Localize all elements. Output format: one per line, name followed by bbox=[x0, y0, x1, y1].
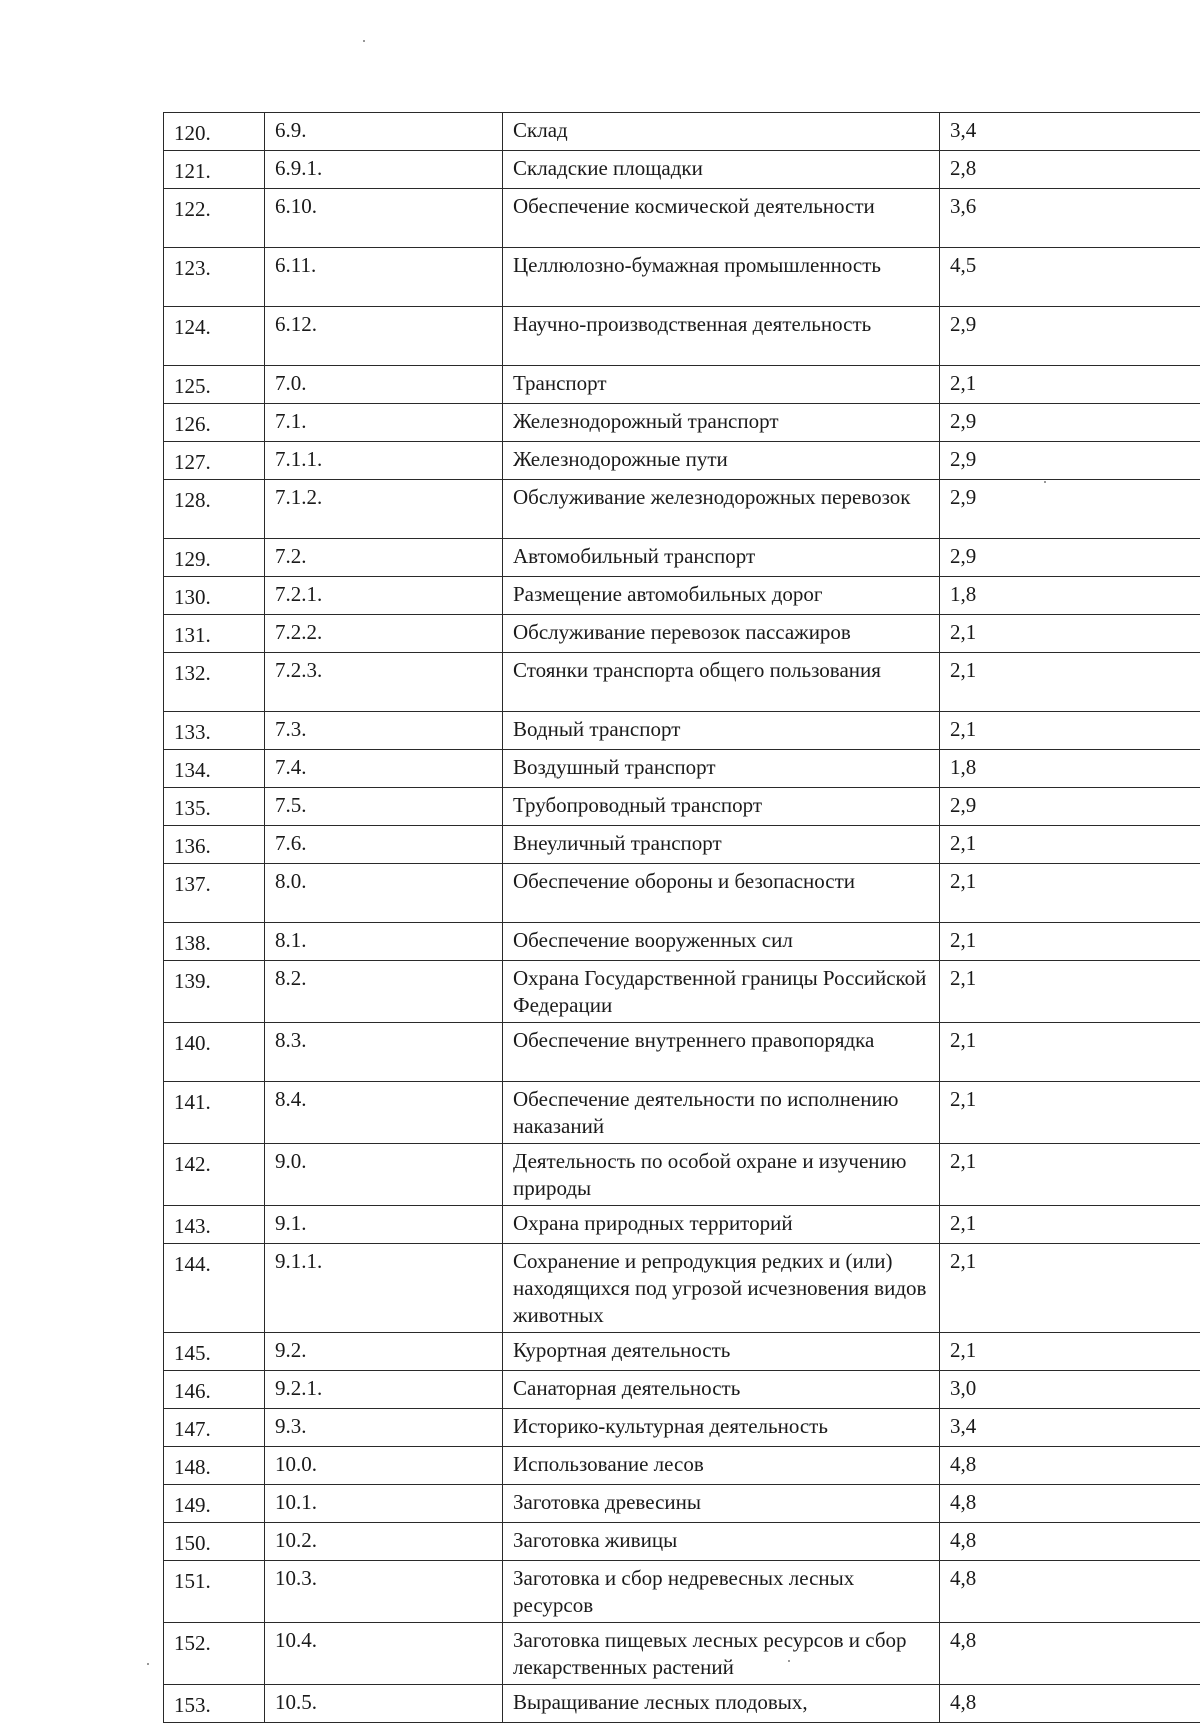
coefficient-value-cell: 3,0 bbox=[940, 1371, 1200, 1409]
land-use-code-cell: 10.1. bbox=[265, 1485, 503, 1523]
land-use-code-cell: 8.4. bbox=[265, 1082, 503, 1144]
row-number-cell: 126. bbox=[164, 404, 265, 442]
row-number-cell: 146. bbox=[164, 1371, 265, 1409]
land-use-code-cell: 7.4. bbox=[265, 750, 503, 788]
land-use-code-cell: 10.5. bbox=[265, 1685, 503, 1723]
land-use-code-cell: 7.1.1. bbox=[265, 442, 503, 480]
land-use-name-cell: Деятельность по особой охране и изучению природы bbox=[503, 1144, 940, 1206]
land-use-code-cell: 6.12. bbox=[265, 307, 503, 366]
land-use-name-cell: Водный транспорт bbox=[503, 712, 940, 750]
scan-speck bbox=[147, 1663, 149, 1665]
land-use-code-cell: 9.1. bbox=[265, 1206, 503, 1244]
table-row bbox=[164, 864, 1200, 923]
land-use-name-cell: Обеспечение вооруженных сил bbox=[503, 923, 940, 961]
land-use-name-cell: Обеспечение деятельности по исполнению наказаний bbox=[503, 1082, 940, 1144]
coefficient-value-cell: 2,1 bbox=[940, 653, 1200, 712]
coefficient-value-cell: 2,9 bbox=[940, 788, 1200, 826]
table-row bbox=[164, 404, 1200, 442]
row-number-cell: 124. bbox=[164, 307, 265, 366]
row-number-cell: 148. bbox=[164, 1447, 265, 1485]
coefficient-value-cell: 2,1 bbox=[940, 961, 1200, 1023]
land-use-code-cell: 8.3. bbox=[265, 1023, 503, 1082]
row-number-cell: 131. bbox=[164, 615, 265, 653]
table-body bbox=[164, 113, 1200, 1723]
row-number-cell: 152. bbox=[164, 1623, 265, 1685]
coefficient-value-cell: 2,1 bbox=[940, 864, 1200, 923]
land-use-name-cell: Обеспечение обороны и безопасности bbox=[503, 864, 940, 923]
table-row bbox=[164, 1447, 1200, 1485]
coefficient-value-cell: 2,1 bbox=[940, 712, 1200, 750]
land-use-code-cell: 7.2.2. bbox=[265, 615, 503, 653]
row-number-cell: 149. bbox=[164, 1485, 265, 1523]
land-use-code-cell: 10.2. bbox=[265, 1523, 503, 1561]
row-number-cell: 150. bbox=[164, 1523, 265, 1561]
coefficient-value-cell: 3,4 bbox=[940, 113, 1200, 151]
table-row bbox=[164, 539, 1200, 577]
coefficient-value-cell: 2,1 bbox=[940, 615, 1200, 653]
coefficient-value-cell: 4,8 bbox=[940, 1623, 1200, 1685]
land-use-name-cell: Курортная деятельность bbox=[503, 1333, 940, 1371]
coefficient-value-cell: 2,1 bbox=[940, 1144, 1200, 1206]
row-number-cell: 130. bbox=[164, 577, 265, 615]
table-row bbox=[164, 366, 1200, 404]
table-row bbox=[164, 1485, 1200, 1523]
land-use-code-cell: 10.0. bbox=[265, 1447, 503, 1485]
land-use-name-cell: Стоянки транспорта общего пользования bbox=[503, 653, 940, 712]
land-use-name-cell: Заготовка древесины bbox=[503, 1485, 940, 1523]
land-use-code-cell: 7.2.1. bbox=[265, 577, 503, 615]
coefficient-value-cell: 2,8 bbox=[940, 151, 1200, 189]
table-row bbox=[164, 1144, 1200, 1206]
coefficient-value-cell: 2,1 bbox=[940, 923, 1200, 961]
coefficient-value-cell: 4,8 bbox=[940, 1523, 1200, 1561]
table-row bbox=[164, 1244, 1200, 1333]
table-row bbox=[164, 788, 1200, 826]
row-number-cell: 132. bbox=[164, 653, 265, 712]
table-row bbox=[164, 615, 1200, 653]
land-use-code-cell: 6.11. bbox=[265, 248, 503, 307]
land-use-name-cell: Складские площадки bbox=[503, 151, 940, 189]
coefficient-value-cell: 4,8 bbox=[940, 1685, 1200, 1723]
row-number-cell: 127. bbox=[164, 442, 265, 480]
land-use-name-cell: Историко-культурная деятельность bbox=[503, 1409, 940, 1447]
land-use-code-cell: 8.2. bbox=[265, 961, 503, 1023]
table-row bbox=[164, 1409, 1200, 1447]
land-use-code-cell: 7.2.3. bbox=[265, 653, 503, 712]
table-row bbox=[164, 712, 1200, 750]
land-use-name-cell: Обеспечение внутреннего правопорядка bbox=[503, 1023, 940, 1082]
coefficient-value-cell: 2,9 bbox=[940, 307, 1200, 366]
land-use-name-cell: Склад bbox=[503, 113, 940, 151]
table-row bbox=[164, 1206, 1200, 1244]
coefficient-value-cell: 2,9 bbox=[940, 404, 1200, 442]
row-number-cell: 125. bbox=[164, 366, 265, 404]
row-number-cell: 138. bbox=[164, 923, 265, 961]
land-use-code-cell: 7.5. bbox=[265, 788, 503, 826]
table-row bbox=[164, 480, 1200, 539]
table-row bbox=[164, 151, 1200, 189]
table-row bbox=[164, 442, 1200, 480]
row-number-cell: 122. bbox=[164, 189, 265, 248]
table-row bbox=[164, 750, 1200, 788]
land-use-name-cell: Трубопроводный транспорт bbox=[503, 788, 940, 826]
land-use-name-cell: Автомобильный транспорт bbox=[503, 539, 940, 577]
land-use-name-cell: Заготовка пищевых лесных ресурсов и сбор лекарственных растений bbox=[503, 1623, 940, 1685]
land-use-name-cell: Железнодорожные пути bbox=[503, 442, 940, 480]
row-number-cell: 139. bbox=[164, 961, 265, 1023]
scan-speck bbox=[788, 1660, 790, 1662]
row-number-cell: 135. bbox=[164, 788, 265, 826]
land-use-name-cell: Заготовка живицы bbox=[503, 1523, 940, 1561]
table-row bbox=[164, 248, 1200, 307]
scan-speck bbox=[1044, 481, 1046, 483]
land-use-code-cell: 7.1.2. bbox=[265, 480, 503, 539]
land-use-name-cell: Обслуживание железнодорожных перевозок bbox=[503, 480, 940, 539]
land-use-code-cell: 7.1. bbox=[265, 404, 503, 442]
row-number-cell: 123. bbox=[164, 248, 265, 307]
coefficient-value-cell: 1,8 bbox=[940, 577, 1200, 615]
coefficient-value-cell: 4,8 bbox=[940, 1485, 1200, 1523]
land-use-name-cell: Научно-производственная деятельность bbox=[503, 307, 940, 366]
land-use-name-cell: Заготовка и сбор недревесных лесных ресурсов bbox=[503, 1561, 940, 1623]
coefficient-value-cell: 2,1 bbox=[940, 1244, 1200, 1333]
coefficient-value-cell: 2,1 bbox=[940, 1206, 1200, 1244]
land-use-code-cell: 8.1. bbox=[265, 923, 503, 961]
land-use-name-cell: Обслуживание перевозок пассажиров bbox=[503, 615, 940, 653]
coefficient-value-cell: 2,1 bbox=[940, 1023, 1200, 1082]
row-number-cell: 153. bbox=[164, 1685, 265, 1723]
table-row bbox=[164, 1082, 1200, 1144]
land-use-code-cell: 9.1.1. bbox=[265, 1244, 503, 1333]
coefficient-value-cell: 2,1 bbox=[940, 826, 1200, 864]
row-number-cell: 143. bbox=[164, 1206, 265, 1244]
land-use-name-cell: Транспорт bbox=[503, 366, 940, 404]
row-number-cell: 140. bbox=[164, 1023, 265, 1082]
land-use-name-cell: Железнодорожный транспорт bbox=[503, 404, 940, 442]
row-number-cell: 141. bbox=[164, 1082, 265, 1144]
land-use-name-cell: Внеуличный транспорт bbox=[503, 826, 940, 864]
land-use-name-cell: Охрана природных территорий bbox=[503, 1206, 940, 1244]
land-use-code-cell: 9.0. bbox=[265, 1144, 503, 1206]
table-row bbox=[164, 307, 1200, 366]
land-use-name-cell: Выращивание лесных плодовых, bbox=[503, 1685, 940, 1723]
table-row bbox=[164, 113, 1200, 151]
land-use-code-cell: 7.6. bbox=[265, 826, 503, 864]
land-use-code-cell: 6.9.1. bbox=[265, 151, 503, 189]
table-row bbox=[164, 577, 1200, 615]
land-use-code-cell: 6.10. bbox=[265, 189, 503, 248]
land-use-coefficient-table bbox=[163, 112, 1200, 1723]
land-use-code-cell: 6.9. bbox=[265, 113, 503, 151]
table-row bbox=[164, 1623, 1200, 1685]
row-number-cell: 136. bbox=[164, 826, 265, 864]
land-use-name-cell: Охрана Государственной границы Российской Федерации bbox=[503, 961, 940, 1023]
table-row bbox=[164, 961, 1200, 1023]
land-use-code-cell: 10.4. bbox=[265, 1623, 503, 1685]
coefficient-value-cell: 2,1 bbox=[940, 366, 1200, 404]
row-number-cell: 151. bbox=[164, 1561, 265, 1623]
table-row bbox=[164, 1371, 1200, 1409]
land-use-name-cell: Обеспечение космической деятельности bbox=[503, 189, 940, 248]
coefficient-value-cell: 2,1 bbox=[940, 1082, 1200, 1144]
land-use-code-cell: 7.3. bbox=[265, 712, 503, 750]
coefficient-value-cell: 2,9 bbox=[940, 442, 1200, 480]
row-number-cell: 145. bbox=[164, 1333, 265, 1371]
table-row bbox=[164, 1561, 1200, 1623]
coefficient-value-cell: 4,5 bbox=[940, 248, 1200, 307]
row-number-cell: 121. bbox=[164, 151, 265, 189]
coefficient-value-cell: 3,4 bbox=[940, 1409, 1200, 1447]
land-use-code-cell: 9.3. bbox=[265, 1409, 503, 1447]
land-use-name-cell: Размещение автомобильных дорог bbox=[503, 577, 940, 615]
coefficient-value-cell: 3,6 bbox=[940, 189, 1200, 248]
land-use-name-cell: Целлюлозно-бумажная промышленность bbox=[503, 248, 940, 307]
table-row bbox=[164, 1523, 1200, 1561]
row-number-cell: 134. bbox=[164, 750, 265, 788]
coefficient-value-cell: 2,9 bbox=[940, 480, 1200, 539]
coefficient-value-cell: 2,1 bbox=[940, 1333, 1200, 1371]
land-use-code-cell: 7.2. bbox=[265, 539, 503, 577]
land-use-name-cell: Сохранение и репродукция редких и (или) находящихся под угрозой исчезновения видов животных bbox=[503, 1244, 940, 1333]
table-row bbox=[164, 653, 1200, 712]
row-number-cell: 137. bbox=[164, 864, 265, 923]
land-use-name-cell: Использование лесов bbox=[503, 1447, 940, 1485]
coefficient-value-cell: 4,8 bbox=[940, 1561, 1200, 1623]
land-use-code-cell: 9.2. bbox=[265, 1333, 503, 1371]
land-use-name-cell: Санаторная деятельность bbox=[503, 1371, 940, 1409]
land-use-code-cell: 8.0. bbox=[265, 864, 503, 923]
row-number-cell: 133. bbox=[164, 712, 265, 750]
row-number-cell: 128. bbox=[164, 480, 265, 539]
coefficient-value-cell: 4,8 bbox=[940, 1447, 1200, 1485]
row-number-cell: 147. bbox=[164, 1409, 265, 1447]
land-use-code-cell: 9.2.1. bbox=[265, 1371, 503, 1409]
row-number-cell: 120. bbox=[164, 113, 265, 151]
coefficient-value-cell: 1,8 bbox=[940, 750, 1200, 788]
land-use-code-cell: 7.0. bbox=[265, 366, 503, 404]
table-row bbox=[164, 923, 1200, 961]
table-row bbox=[164, 189, 1200, 248]
table-row bbox=[164, 1023, 1200, 1082]
table-row bbox=[164, 1333, 1200, 1371]
land-use-name-cell: Воздушный транспорт bbox=[503, 750, 940, 788]
scan-speck bbox=[363, 40, 365, 42]
coefficient-value-cell: 2,9 bbox=[940, 539, 1200, 577]
row-number-cell: 142. bbox=[164, 1144, 265, 1206]
row-number-cell: 129. bbox=[164, 539, 265, 577]
land-use-code-cell: 10.3. bbox=[265, 1561, 503, 1623]
row-number-cell: 144. bbox=[164, 1244, 265, 1333]
table-row bbox=[164, 1685, 1200, 1723]
table-row bbox=[164, 826, 1200, 864]
